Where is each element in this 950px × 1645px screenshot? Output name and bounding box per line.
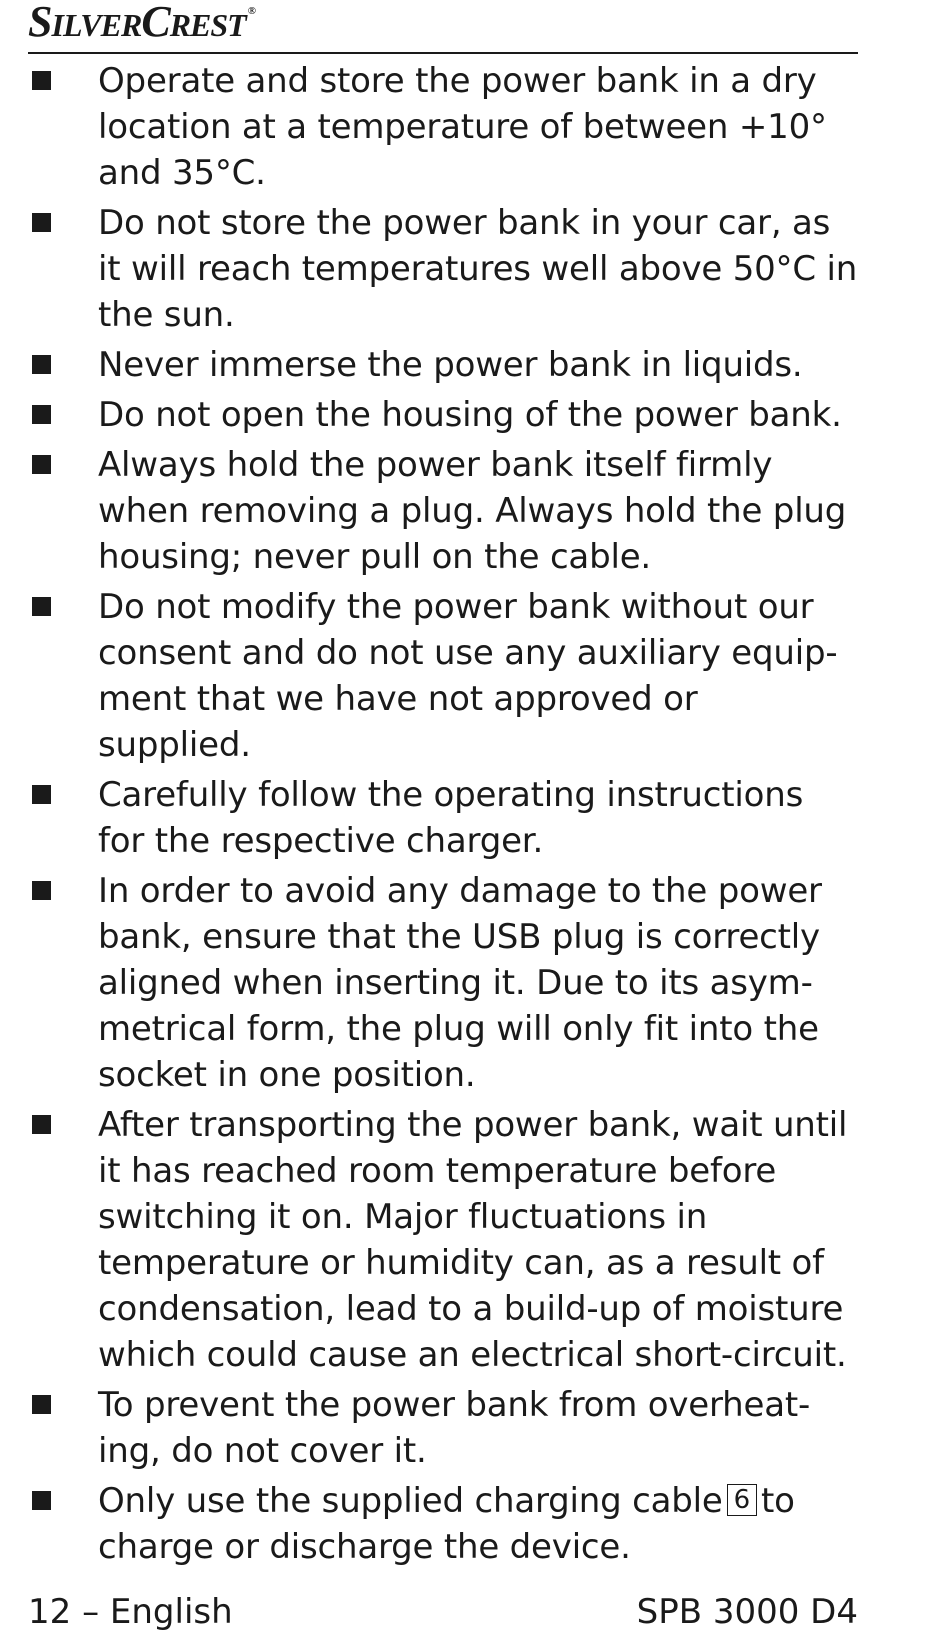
square-bullet-icon [32, 1395, 51, 1414]
list-item [28, 1102, 858, 1378]
list-item [28, 772, 858, 864]
square-bullet-icon [32, 213, 51, 232]
list-item-text: Operate and store the power bank in a dry location at a temperature of between +10° and 35°C. [98, 61, 827, 193]
list-item-text: To prevent the power bank from overheat-ing, do not cover it. [98, 1385, 811, 1471]
list-item-text: Carefully follow the operating instructions for the respective charger. [98, 775, 804, 861]
square-bullet-icon [32, 405, 51, 424]
silvercrest-logo: SILVERCREST ® [28, 0, 255, 46]
list-item [28, 868, 858, 1098]
list-item-text: Do not open the housing of the power bank. [98, 395, 842, 435]
safety-instructions-list [28, 58, 858, 1574]
list-item [28, 58, 858, 196]
list-item-text: Do not modify the power bank without our consent and do not use any auxiliary equip-ment that we have not approved or supplied. [98, 587, 838, 765]
list-item [28, 200, 858, 338]
list-item-text: Do not store the power bank in your car, as it will reach temperatures well above 50°C in the sun. [98, 203, 858, 335]
square-bullet-icon [32, 785, 51, 804]
square-bullet-icon [32, 455, 51, 474]
list-item [28, 442, 858, 580]
list-item-text: Never immerse the power bank in liquids. [98, 345, 803, 385]
list-item [28, 584, 858, 768]
reference-number-box: 6 [727, 1484, 757, 1516]
square-bullet-icon [32, 881, 51, 900]
square-bullet-icon [32, 71, 51, 90]
page-header [28, 0, 858, 54]
list-item-text: After transporting the power bank, wait until it has reached room temperature before switching it on. Major fluctuations in temperature or humidity can, as a result of condensation, lead to a build-up of moisture which could cause an electrical short-circuit. [98, 1105, 848, 1375]
square-bullet-icon [32, 1115, 51, 1134]
square-bullet-icon [32, 597, 51, 616]
list-item-text: Only use the supplied charging cable 6 to charge or discharge the device. [98, 1481, 795, 1567]
list-item-text: Always hold the power bank itself firmly when removing a plug. Always hold the plug housing; never pull on the cable. [98, 445, 847, 577]
model-number: SPB 3000 D4 [636, 1592, 858, 1632]
page-number-label: 12 – English [28, 1592, 233, 1632]
list-item [28, 1382, 858, 1474]
square-bullet-icon [32, 1491, 51, 1510]
list-item [28, 342, 858, 388]
square-bullet-icon [32, 355, 51, 374]
list-item [28, 392, 858, 438]
list-item [28, 1478, 858, 1570]
list-item-text: In order to avoid any damage to the power bank, ensure that the USB plug is correctly aligned when inserting it. Due to its asym-metrical form, the plug will only fit into the socket in one position. [98, 871, 822, 1095]
